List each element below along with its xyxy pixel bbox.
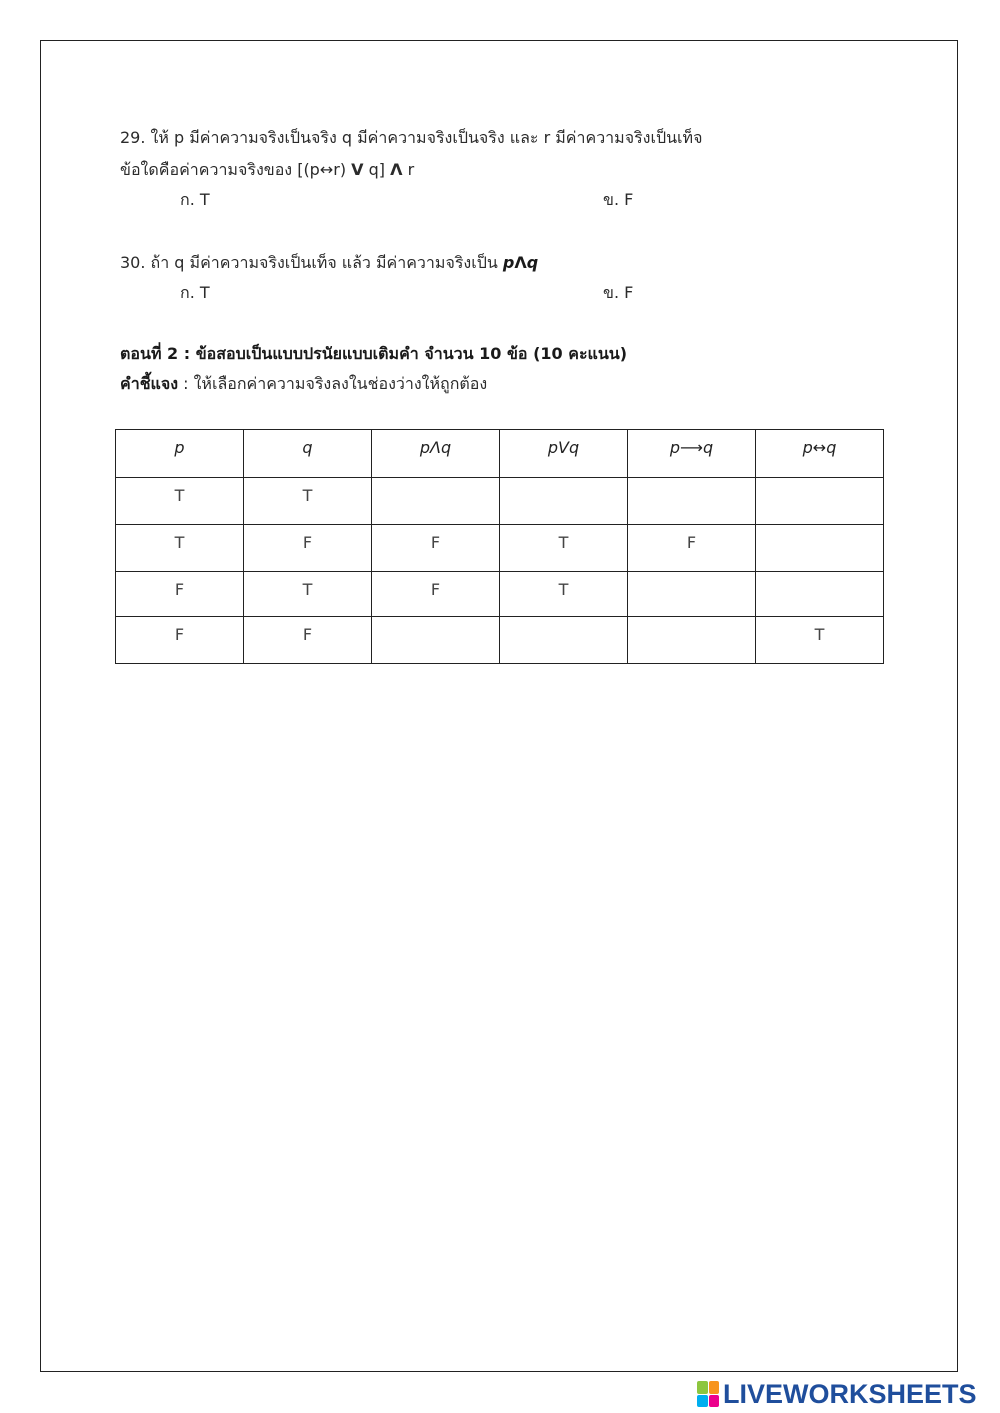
cell-value: T [500, 525, 628, 572]
part2-heading: ตอนที่ 2 : ข้อสอบเป็นแบบปรนัยแบบเติมคำ จำนวน 10 ข้อ (10 คะแนน) [120, 344, 628, 363]
table-row [116, 617, 884, 664]
and-symbol: Λ [390, 160, 403, 179]
cell-q: F [244, 617, 372, 664]
header-p-or-q: pVq [500, 430, 628, 478]
instruction-text: : ให้เลือกค่าความจริงลงในช่องว่างให้ถูกต้อง [178, 374, 488, 393]
q30-choice-a[interactable]: ก. T [180, 283, 210, 302]
cell-value: F [628, 525, 756, 572]
q29-line2-q: q] [363, 160, 391, 179]
q29-line2-prefix: ข้อใดคือค่าความจริงของ [(p [120, 160, 320, 179]
cell-value: T [756, 617, 884, 664]
instruction-label: คำชี้แจง [120, 374, 179, 393]
table-row [116, 525, 884, 572]
answer-cell[interactable] [500, 617, 628, 664]
q29-line2-mid: r) [333, 160, 352, 179]
answer-cell[interactable] [500, 478, 628, 525]
page-frame [40, 40, 958, 1372]
q30-expr-p: p [502, 253, 515, 272]
cell-p: T [116, 525, 244, 572]
or-symbol: V [351, 160, 364, 179]
answer-cell[interactable] [372, 478, 500, 525]
header-p: p [116, 430, 244, 478]
cell-q: F [244, 525, 372, 572]
liveworksheets-logo-icon [697, 1381, 719, 1407]
part2-instruction [120, 374, 487, 394]
q30-line1 [120, 253, 538, 273]
cell-p: F [116, 572, 244, 617]
answer-cell[interactable] [628, 617, 756, 664]
cell-q: T [244, 478, 372, 525]
header-q: q [244, 430, 372, 478]
header-p-implies-q: p⟶q [628, 430, 756, 478]
cell-value: T [500, 572, 628, 617]
q30-expr-q: q [526, 253, 539, 272]
answer-cell[interactable] [628, 572, 756, 617]
q29-choice-b[interactable]: ข. F [603, 190, 634, 209]
header-p-and-q: pΛq [372, 430, 500, 478]
cell-value: F [372, 525, 500, 572]
cell-q: T [244, 572, 372, 617]
answer-cell[interactable] [756, 525, 884, 572]
truth-table [115, 429, 884, 664]
table-header-row [116, 430, 884, 478]
q30-text: 30. ถ้า q มีค่าความจริงเป็นเท็จ แล้ว มีค่าความจริงเป็น [120, 253, 503, 272]
answer-cell[interactable] [628, 478, 756, 525]
table-row [116, 478, 884, 525]
q29-line2-r: r [402, 160, 415, 179]
cell-value: F [372, 572, 500, 617]
q29-line2 [120, 160, 414, 180]
cell-p: T [116, 478, 244, 525]
answer-cell[interactable] [756, 572, 884, 617]
answer-cell[interactable] [756, 478, 884, 525]
answer-cell[interactable] [372, 617, 500, 664]
table-row [116, 572, 884, 617]
header-p-iff-q: p↔q [756, 430, 884, 478]
q30-expr-and: Λ [514, 253, 527, 272]
q30-choice-b[interactable]: ข. F [603, 283, 634, 302]
q29-choice-a[interactable]: ก. T [180, 190, 210, 209]
biconditional-symbol: ↔ [319, 160, 334, 179]
liveworksheets-logo-text: LIVEWORKSHEETS [723, 1379, 977, 1409]
cell-p: F [116, 617, 244, 664]
q29-line1: 29. ให้ p มีค่าความจริงเป็นจริง q มีค่าความจริงเป็นจริง และ r มีค่าความจริงเป็นเท็จ [120, 128, 703, 147]
liveworksheets-logo [697, 1378, 977, 1410]
